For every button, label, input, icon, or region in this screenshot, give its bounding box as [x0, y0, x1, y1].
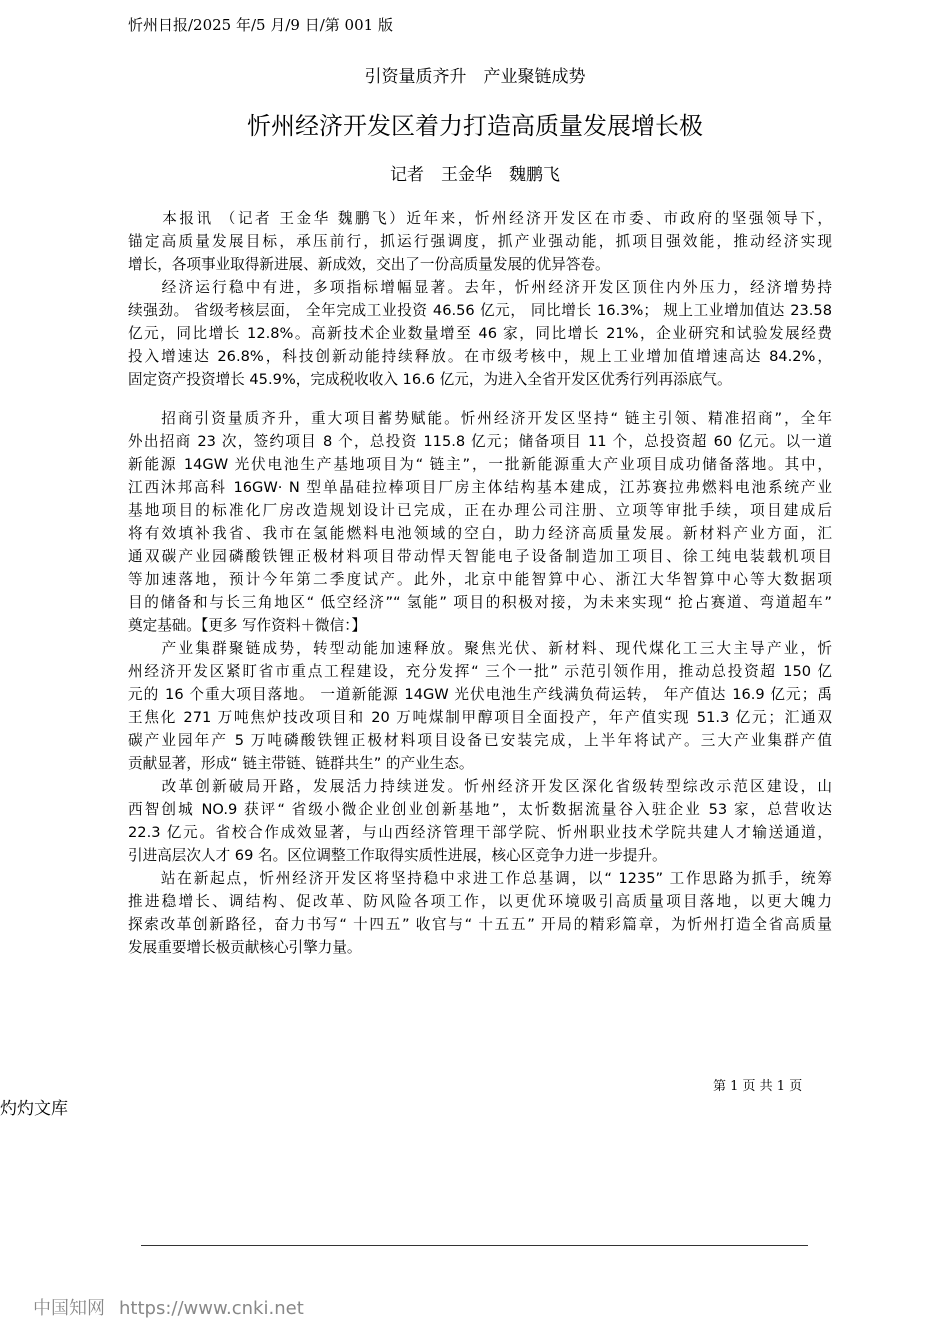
article-paragraph	[128, 407, 832, 637]
article-paragraph	[128, 775, 832, 867]
paragraph-line: 亿元，同比增长 12.8%。高新技术企业数量增至 46 家，同比增长 21%，企业研究和试验发展经费	[128, 325, 832, 342]
paragraph-line: 等加速落地，预计今年第二季度试产。此外，北京中能智算中心、浙江大华智算中心等大数据项	[128, 571, 832, 588]
paragraph-line: 续强劲。 省级考核层面， 全年完成工业投资 46.56 亿元， 同比增长 16.3%； 规上工业增加值达 23.58	[128, 302, 832, 319]
paragraph-line: 经济运行稳中有进，多项指标增幅显著。去年，忻州经济开发区顶住内外压力，经济增势持	[128, 279, 832, 296]
paragraph-line: 引进高层次人才 69 名。区位调整工作取得实质性进展，核心区竞争力进一步提升。	[128, 847, 667, 864]
article-title: 忻州经济开发区着力打造高质量发展增长极	[247, 112, 703, 140]
paragraph-line: 基地项目的标准化厂房改造规划设计已完成，正在办理公司注册、立项等审批手续，项目建成后	[128, 502, 832, 519]
cnki-footer	[33, 1294, 318, 1320]
paragraph-line: 改革创新破局开路，发展活力持续迸发。忻州经济开发区深化省级转型综改示范区建设，山	[128, 778, 832, 795]
paragraph-line: 站在新起点，忻州经济开发区将坚持稳中求进工作总基调，以“ 1235” 工作思路为抓手，统筹	[128, 870, 832, 887]
paragraph-line: 推进稳增长、调结构、促改革、防风险各项工作，以更优环境吸引高质量项目落地，以更大魄力	[128, 893, 832, 910]
library-watermark: 灼灼文库	[0, 1099, 68, 1119]
paragraph-line: 西智创城 NO.9 获评“ 省级小微企业创业创新基地”，太忻数据流量谷入驻企业 53 家，总营收达	[128, 801, 832, 818]
article-paragraph	[128, 207, 832, 276]
paragraph-line: 招商引资量质齐升，重大项目蓄势赋能。忻州经济开发区坚持“ 链主引领、精准招商”，全年	[128, 410, 832, 427]
paragraph-line: 王焦化 271 万吨焦炉技改项目和 20 万吨煤制甲醇项目全面投产，年产值实现 51.3 亿元；汇通双	[128, 709, 832, 726]
article-paragraph	[128, 637, 832, 775]
article-paragraph	[128, 867, 832, 959]
paragraph-line: 通双碳产业园磷酸铁锂正极材料项目带动悍天智能电子设备制造加工项目、徐工纯电装载机项目	[128, 548, 832, 565]
paragraph-line: 探索改革创新路径，奋力书写“ 十四五” 收官与“ 十五五” 开局的精彩篇章，为忻州打造全省高质量	[128, 916, 832, 933]
paragraph-line: 碳产业园年产 5 万吨磷酸铁锂正极材料项目设备已安装完成，上半年将试产。三大产业集群产值	[128, 732, 832, 749]
paragraph-line: 增长，各项事业取得新进展、新成效，交出了一份高质量发展的优异答卷。	[128, 256, 610, 273]
paragraph-line: 发展重要增长极贡献核心引擎力量。	[128, 939, 362, 956]
footer-divider	[141, 1245, 808, 1246]
paragraph-line: 锚定高质量发展目标，承压前行，抓运行强调度，抓产业强动能，抓项目强效能，推动经济实现	[128, 233, 832, 250]
paragraph-line: 元的 16 个重大项目落地。 一道新能源 14GW 光伏电池生产线满负荷运转， 年产值达 16.9 亿元；禹	[128, 686, 832, 703]
paragraph-line: 投入增速达 26.8%，科技创新动能持续释放。在市级考核中，规上工业增加值增速高达 84.2%，	[128, 348, 832, 365]
article-body	[128, 207, 832, 959]
article-subtitle: 引资量质齐升 产业聚链成势	[364, 67, 586, 87]
paragraph-line: 州经济开发区紧盯省市重点工程建设，充分发挥“ 三个一批” 示范引领作用，推动总投资超 150 亿	[128, 663, 832, 680]
paragraph-line: 江西沐邦高科 16GW· N 型单晶硅拉棒项目厂房主体结构基本建成，江苏赛拉弗燃料电池系统产业	[128, 479, 832, 496]
paragraph-line: 新能源 14GW 光伏电池生产基地项目为“ 链主”，一批新能源重大产业项目成功储备落地。其中，	[128, 456, 832, 473]
paragraph-line: 将有效填补我省、我市在氢能燃料电池领域的空白，助力经济高质量发展。新材料产业方面，汇	[128, 525, 832, 542]
paragraph-line: 奠定基础。【更多 写作资料＋微信：】	[128, 617, 367, 634]
paragraph-line: 固定资产投资增长 45.9%，完成税收收入 16.6 亿元，为进入全省开发区优秀行列再添底气。	[128, 371, 732, 388]
cnki-link[interactable]: https://www.cnki.net	[119, 1298, 304, 1319]
paragraph-line: 产业集群聚链成势，转型动能加速释放。聚焦光伏、新材料、现代煤化工三大主导产业，忻	[128, 640, 832, 657]
page-number: 第 1 页 共 1 页	[713, 1079, 803, 1094]
newspaper-source: 忻州日报/2025 年/5 月/9 日/第 001 版	[128, 16, 393, 34]
paragraph-line: 外出招商 23 次，签约项目 8 个，总投资 115.8 亿元；储备项目 11 个，总投资超 60 亿元。以一道	[128, 433, 832, 450]
paragraph-line: 贡献显著，形成“ 链主带链、链群共生” 的产业生态。	[128, 755, 474, 772]
article-paragraph	[128, 276, 832, 391]
cnki-name: 中国知网	[33, 1298, 105, 1319]
paragraph-line: 目的储备和与长三角地区“ 低空经济”“ 氢能” 项目的积极对接，为未来实现“ 抢占赛道、弯道超车”	[128, 594, 832, 611]
paragraph-line: 22.3 亿元。省校合作成效显著，与山西经济管理干部学院、忻州职业技术学院共建人才输送通道，	[128, 824, 832, 841]
article-byline: 记者 王金华 魏鹏飞	[390, 165, 560, 185]
paragraph-line: 本报讯 （记者 王金华 魏鹏飞）近年来，忻州经济开发区在市委、市政府的坚强领导下，	[128, 210, 832, 227]
